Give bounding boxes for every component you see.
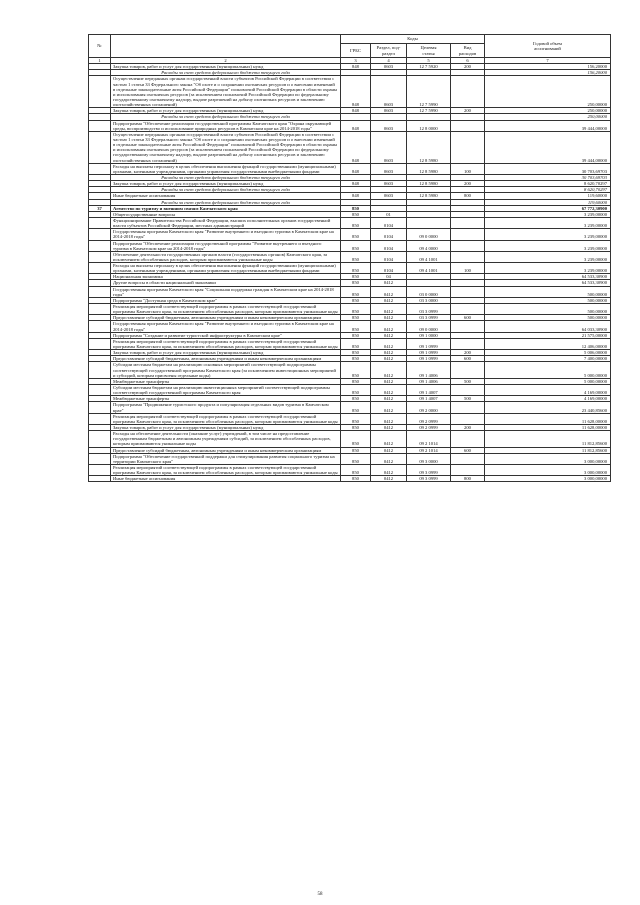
row-section: 0603	[371, 108, 407, 114]
row-name: Другие вопросы в области национальной экономики	[111, 280, 341, 286]
row-grbs: 850	[341, 378, 371, 384]
row-amount: 119,60000	[485, 199, 611, 205]
row-name: Государственная программа Камчатского края "Развитие внутреннего и въездного туризма в Камчатском крае на 2014-2018 годы"	[111, 229, 341, 240]
row-expense	[451, 321, 485, 332]
row-name: Предоставление субсидий бюджетным, автономным учреждениям и иным некоммерческим организациям	[111, 356, 341, 362]
row-grbs: 848	[341, 131, 371, 163]
row-grbs: 848	[341, 64, 371, 70]
row-name: Реализация мероприятий соответствующей подпрограммы в рамках соответствующей государственной программы Камчатского края, за исключением обособленных расходов, которым присваиваются уникальные коды	[111, 338, 341, 349]
row-amount: 5 000,00000	[485, 378, 611, 384]
header-num: №	[89, 35, 111, 58]
row-target: 12 8 5980	[407, 131, 451, 163]
row-num	[89, 286, 111, 297]
row-grbs: 850	[341, 286, 371, 297]
row-amount: 4 169,00000	[485, 385, 611, 396]
row-num	[89, 476, 111, 482]
row-grbs: 850	[341, 240, 371, 251]
row-target: 09 1 4006	[407, 378, 451, 384]
header-grbs: ГРБС	[341, 44, 371, 58]
table-row	[89, 304, 611, 315]
row-num	[89, 431, 111, 447]
row-grbs: 850	[341, 476, 371, 482]
row-expense: 800	[451, 476, 485, 482]
row-amount: 156,20000	[485, 64, 611, 70]
row-name: Подпрограмма "Создание и развитие туристской инфраструктуры в Камчатском крае"	[111, 332, 341, 338]
row-name: Государственная программа Камчатского края "Социальная поддержка граждан в Камчатском крае на 2014-2018 годы"	[111, 286, 341, 297]
row-target: 12 7 5920	[407, 64, 451, 70]
row-expense	[451, 76, 485, 108]
row-expense	[451, 251, 485, 262]
row-grbs: 850	[341, 304, 371, 315]
table-row	[89, 431, 611, 447]
row-section: 0603	[371, 120, 407, 131]
row-target: 12 8 5980	[407, 163, 451, 174]
row-expense	[451, 229, 485, 240]
row-name: Обеспечение деятельности государственных органов власти (государственных органов) Камчатского края, за исключением обособленных расходов, которым присваиваются уникальные коды	[111, 251, 341, 262]
row-grbs: 850	[341, 402, 371, 413]
row-num	[89, 402, 111, 413]
row-amount: 3 000,00000	[485, 464, 611, 475]
table-row	[89, 476, 611, 482]
table-row	[89, 263, 611, 274]
row-grbs: 850	[341, 413, 371, 424]
budget-table	[88, 34, 611, 482]
row-target: 03 3 0999	[407, 315, 451, 321]
row-target: 09 4 0000	[407, 240, 451, 251]
row-section: 0603	[371, 76, 407, 108]
table-row	[89, 131, 611, 163]
header-name-blank	[111, 35, 341, 58]
row-amount: 11 812,85600	[485, 447, 611, 453]
row-section: 0412	[371, 286, 407, 297]
row-amount: 30 703,69703	[485, 163, 611, 174]
row-section: 0603	[371, 131, 407, 163]
row-num	[89, 304, 111, 315]
row-name: Предоставление субсидий бюджетным, автономным учреждениям и иным некоммерческим организациям	[111, 315, 341, 321]
table-body	[89, 64, 611, 482]
row-num	[89, 229, 111, 240]
row-expense: 100	[451, 163, 485, 174]
table-row	[89, 217, 611, 228]
row-amount: 39 444,00000	[485, 120, 611, 131]
row-grbs: 848	[341, 163, 371, 174]
table-row	[89, 229, 611, 240]
row-name: Межбюджетные трансферты	[111, 378, 341, 384]
row-amount: 67 772,30900	[485, 205, 611, 211]
row-name: Расходы на обеспечение деятельности (оказание услуг) учреждений, в том числе на предоставление государственным бюджетным и автономным учреждениям субсидий, за исключением обособленных расходов, которым присваиваются уникальные коды	[111, 431, 341, 447]
row-name: Осуществление переданных органам государственной власти субъектов Российской Федерации в соответствии с частью 1 статьи 33 Федерального закона "Об охоте и о сохранении охотничьих ресурсов и о внесении изменений в отдельные законодательные акты Российской Федерации" полномочий Российской Федерации в области охраны и использования охотничьих ресурсов (за исключением полномочий Российской Федерации по федеральному государственному охотничьему надзору, выдаче разрешений на добычу охотничьих ресурсов и заключению охотхозяйственных соглашений)	[111, 76, 341, 108]
row-section: 0412	[371, 321, 407, 332]
row-num	[89, 453, 111, 464]
row-name: Реализация мероприятий соответствующей подпрограммы в рамках соответствующей государственной программы Камчатского края, за исключением обособленных расходов, которым присваиваются уникальные коды	[111, 464, 341, 475]
row-expense	[451, 413, 485, 424]
header-index: 4	[371, 58, 407, 64]
row-section: 0104	[371, 217, 407, 228]
row-name: Расходы на выплаты персоналу в целях обеспечения выполнения функций государственными (муниципальными) органами, казенными учреждениями, органами управления государственными внебюджетными фондами	[111, 263, 341, 274]
row-name: Субсидии местным бюджетам на реализацию инвестиционных мероприятий соответствующей подпрограммы соответствующей государственной программы Камчатского края	[111, 385, 341, 396]
row-grbs: 850	[341, 280, 371, 286]
row-grbs: 850	[341, 431, 371, 447]
row-target: 09 1 4007	[407, 385, 451, 396]
table-row	[89, 240, 611, 251]
row-amount: 250,00000	[485, 114, 611, 120]
row-target: 03 3 0999	[407, 304, 451, 315]
row-amount: 39 444,00000	[485, 131, 611, 163]
row-section: 0412	[371, 378, 407, 384]
row-target: 12 7 5990	[407, 108, 451, 114]
row-name: Агентство по туризму и внешним связям Камчатского края	[111, 205, 341, 211]
row-grbs: 848	[341, 120, 371, 131]
table-row	[89, 120, 611, 131]
row-section: 0412	[371, 304, 407, 315]
row-amount: 500,00000	[485, 297, 611, 303]
row-expense	[451, 362, 485, 378]
row-section: 0412	[371, 332, 407, 338]
row-section: 01	[371, 211, 407, 217]
row-amount: 3 239,00000	[485, 211, 611, 217]
row-section: 0412	[371, 413, 407, 424]
row-num	[89, 362, 111, 378]
row-name: Подпрограмма "Продвижение туристского продукта и популяризация отдельных видов туризма в Камчатском крае"	[111, 402, 341, 413]
row-amount: 8 620,70297	[485, 187, 611, 193]
row-section: 0412	[371, 431, 407, 447]
row-num	[89, 163, 111, 174]
row-name: Реализация мероприятий соответствующей подпрограммы в рамках соответствующей государственной программы Камчатского края, за исключением обособленных расходов, которым присваиваются уникальные коды	[111, 304, 341, 315]
row-num	[89, 131, 111, 163]
row-amount: 3 000,00000	[485, 453, 611, 464]
row-expense	[451, 464, 485, 475]
header-section: Раздел, под- раздел	[371, 44, 407, 58]
row-grbs: 850	[341, 338, 371, 349]
row-expense	[451, 385, 485, 396]
row-name: Общегосударственные вопросы	[111, 211, 341, 217]
row-section: 0603	[371, 64, 407, 70]
table-row	[89, 251, 611, 262]
row-amount: 5 006,00000	[485, 350, 611, 356]
row-target: 09 4 1001	[407, 263, 451, 274]
row-name: Реализация мероприятий соответствующей подпрограммы в рамках соответствующей государственной программы Камчатского края, за исключением обособленных расходов, которым присваиваются уникальные коды	[111, 413, 341, 424]
row-amount: 11 628,00000	[485, 413, 611, 424]
row-grbs: 850	[341, 362, 371, 378]
row-amount: 30 703,69703	[485, 174, 611, 180]
row-section: 0603	[371, 163, 407, 174]
row-expense: 100	[451, 263, 485, 274]
row-target: 09 3 0000	[407, 453, 451, 464]
row-name: Осуществление переданных органам государственной власти субъектов Российской Федерации в соответствии с частью 1 статьи 33 Федерального закона "Об охоте и о сохранении охотничьих ресурсов и о внесении изменений в отдельные законодательные акты Российской Федерации" полномочий Российской Федерации в области охраны и использования охотничьих ресурсов (за исключением полномочий Российской Федерации по федеральному государственному охотничьему надзору, выдаче разрешений на добычу охотничьих ресурсов и заключению охотхозяйственных соглашений)	[111, 131, 341, 163]
row-target: 03 3 0000	[407, 297, 451, 303]
header-index: 3	[341, 58, 371, 64]
row-target: 09 3 0999	[407, 476, 451, 482]
row-name: Расходы на выплаты персоналу в целях обеспечения выполнения функций государственными (муниципальными) органами, казенными учреждениями, органами управления государственными внебюджетными фондами	[111, 163, 341, 174]
row-expense	[451, 240, 485, 251]
table-row	[89, 464, 611, 475]
row-grbs: 850	[341, 425, 371, 431]
row-expense	[451, 338, 485, 349]
row-target	[407, 217, 451, 228]
page-number: 58	[317, 892, 323, 897]
header-index: 7	[485, 58, 611, 64]
row-section: 0104	[371, 240, 407, 251]
row-grbs: 850	[341, 396, 371, 402]
row-target: 09 1 0999	[407, 356, 451, 362]
row-expense	[451, 453, 485, 464]
row-expense: 200	[451, 108, 485, 114]
row-section: 0104	[371, 251, 407, 262]
row-target: 09 2 0999	[407, 413, 451, 424]
row-target: 09 0 0000	[407, 229, 451, 240]
row-num	[89, 76, 111, 108]
header-expense: Вид расходов	[451, 44, 485, 58]
row-target: 12 7 5990	[407, 76, 451, 108]
row-expense: 600	[451, 315, 485, 321]
row-target: 09 1 0999	[407, 338, 451, 349]
row-section: 0412	[371, 396, 407, 402]
row-section: 0412	[371, 297, 407, 303]
row-name: Закупка товаров, работ и услуг для государственных (муниципальных) нужд	[111, 64, 341, 70]
row-name: Государственная программа Камчатского края "Развитие внутреннего и въездного туризма в Камчатском крае на 2014-2018 годы"	[111, 321, 341, 332]
row-num	[89, 217, 111, 228]
row-target: 09 1 4007	[407, 396, 451, 402]
row-amount: 156,20000	[485, 70, 611, 76]
row-num	[89, 263, 111, 274]
header-index: 2	[111, 58, 341, 64]
row-target: 12 8 5980	[407, 181, 451, 187]
row-amount: 4 169,00000	[485, 396, 611, 402]
table-row	[89, 453, 611, 464]
row-expense	[451, 431, 485, 447]
row-target: 09 2 1014	[407, 431, 451, 447]
row-grbs: 850	[341, 229, 371, 240]
header-target: Целевая статья	[407, 44, 451, 58]
row-expense	[451, 304, 485, 315]
row-amount: 64 533,30900	[485, 274, 611, 280]
row-name: Функционирование Правительства Российской Федерации, высших исполнительных органов государственной власти субъектов Российской Федерации, местных администраций	[111, 217, 341, 228]
table-row	[89, 286, 611, 297]
table-row	[89, 321, 611, 332]
row-num	[89, 251, 111, 262]
row-grbs: 850	[341, 385, 371, 396]
row-name: Расходы за счет средств федерального бюджета текущего года	[111, 199, 341, 205]
row-target: 09 1 4006	[407, 362, 451, 378]
row-name: Расходы за счет средств федерального бюджета текущего года	[111, 114, 341, 120]
row-num	[89, 385, 111, 396]
row-amount: 64 533,30900	[485, 280, 611, 286]
row-num: 37	[89, 205, 111, 211]
row-grbs: 850	[341, 321, 371, 332]
row-target: 09 0 0000	[407, 321, 451, 332]
row-target: 09 2 0000	[407, 402, 451, 413]
row-name: Подпрограмма "Обеспечение государственной поддержки для стимулирования развития социального туризма на территории Камчатского края"	[111, 453, 341, 464]
row-amount: 7 400,00000	[485, 356, 611, 362]
row-amount: 11 812,85600	[485, 431, 611, 447]
row-target: 09 2 1014	[407, 447, 451, 453]
header-index: 6	[451, 58, 485, 64]
table-header	[89, 35, 611, 64]
row-section: 0104	[371, 263, 407, 274]
row-grbs: 850	[341, 315, 371, 321]
row-grbs: 850	[341, 217, 371, 228]
table-row	[89, 76, 611, 108]
row-grbs: 850	[341, 263, 371, 274]
row-grbs: 850	[341, 350, 371, 356]
row-expense	[451, 286, 485, 297]
row-expense: 800	[451, 193, 485, 199]
header-index: 5	[407, 58, 451, 64]
row-name: Предоставление субсидий бюджетным, автономным учреждениям и иным некоммерческим организациям	[111, 447, 341, 453]
row-grbs: 850	[341, 453, 371, 464]
row-name: Субсидии местным бюджетам на реализацию основных мероприятий соответствующей подпрограммы соответствующей государственной программы Камчатского края (за исключением инвестиционных мероприятий и субсидий, которым присвоены отдельные коды)	[111, 362, 341, 378]
row-expense	[451, 217, 485, 228]
table-row	[89, 385, 611, 396]
row-amount: 5 000,00000	[485, 362, 611, 378]
row-num	[89, 338, 111, 349]
row-amount: 119,60000	[485, 193, 611, 199]
row-name: Иные бюджетные ассигнования	[111, 193, 341, 199]
row-section: 0412	[371, 447, 407, 453]
row-name: Расходы за счет средств федерального бюджета текущего года	[111, 70, 341, 76]
row-name: Расходы за счет средств федерального бюджета текущего года	[111, 174, 341, 180]
row-grbs: 848	[341, 76, 371, 108]
row-expense	[451, 402, 485, 413]
row-section: 0412	[371, 464, 407, 475]
row-expense: 200	[451, 181, 485, 187]
row-name: Подпрограмма "Обеспечение реализации государственной программы "Развитие внутреннего и въездного туризма в Камчатском крае на 2014-2018 годы"	[111, 240, 341, 251]
row-amount: 3 239,00000	[485, 263, 611, 274]
row-expense: 600	[451, 447, 485, 453]
row-grbs: 850	[341, 332, 371, 338]
row-target: 09 1 0999	[407, 350, 451, 356]
row-num	[89, 464, 111, 475]
row-grbs: 850	[341, 356, 371, 362]
table-row	[89, 338, 611, 349]
row-num	[89, 240, 111, 251]
row-section: 0412	[371, 385, 407, 396]
row-section: 0412	[371, 338, 407, 349]
row-target: 12 8 5980	[407, 193, 451, 199]
row-amount: 500,00000	[485, 304, 611, 315]
row-amount: 11 628,00000	[485, 425, 611, 431]
row-amount: 64 033,30900	[485, 321, 611, 332]
row-name: Закупка товаров, работ и услуг для государственных (муниципальных) нужд	[111, 350, 341, 356]
row-section: 0412	[371, 476, 407, 482]
row-grbs: 850	[341, 211, 371, 217]
row-amount: 23 440,85600	[485, 402, 611, 413]
row-amount: 12 406,00000	[485, 338, 611, 349]
row-target: 09 4 1001	[407, 251, 451, 262]
row-section: 0412	[371, 356, 407, 362]
row-section: 0104	[371, 229, 407, 240]
row-grbs: 848	[341, 193, 371, 199]
row-name: Расходы за счет средств федерального бюджета текущего года	[111, 187, 341, 193]
row-section: 0603	[371, 181, 407, 187]
row-num	[89, 413, 111, 424]
row-amount: 3 239,00000	[485, 217, 611, 228]
row-name: Национальная экономика	[111, 274, 341, 280]
row-name: Закупка товаров, работ и услуг для государственных (муниципальных) нужд	[111, 425, 341, 431]
row-expense: 200	[451, 64, 485, 70]
row-section: 0412	[371, 425, 407, 431]
row-name: Межбюджетные трансферты	[111, 396, 341, 402]
row-target: 12 8 0000	[407, 120, 451, 131]
row-grbs: 850	[341, 251, 371, 262]
row-amount: 250,00000	[485, 76, 611, 108]
row-grbs: 850	[341, 274, 371, 280]
row-section: 0412	[371, 453, 407, 464]
row-name: Подпрограмма "Обеспечение реализации государственной программы Камчатского края "Охрана окружающей среды, воспроизводство и использование природных ресурсов в Камчатском крае на 2014-2018 годы"	[111, 120, 341, 131]
row-amount: 21 575,00000	[485, 332, 611, 338]
row-name: Подпрограмма "Доступная среда в Камчатском крае"	[111, 297, 341, 303]
row-grbs: 848	[341, 181, 371, 187]
row-expense: 500	[451, 396, 485, 402]
row-grbs: 850	[341, 464, 371, 475]
row-amount: 3 239,00000	[485, 240, 611, 251]
row-grbs: 848	[341, 108, 371, 114]
row-amount: 500,00000	[485, 286, 611, 297]
row-amount: 500,00000	[485, 315, 611, 321]
table-row	[89, 413, 611, 424]
row-name: Иные бюджетные ассигнования	[111, 476, 341, 482]
row-section: 0412	[371, 280, 407, 286]
row-amount: 3 000,00000	[485, 476, 611, 482]
row-num	[89, 120, 111, 131]
row-grbs: 850	[341, 205, 371, 211]
header-codes: Коды	[341, 35, 485, 44]
row-name: Закупка товаров, работ и услуг для государственных (муниципальных) нужд	[111, 181, 341, 187]
row-section: 0412	[371, 350, 407, 356]
row-target: 09 2 0999	[407, 425, 451, 431]
table-row	[89, 362, 611, 378]
row-expense	[451, 120, 485, 131]
row-amount: 3 239,00000	[485, 229, 611, 240]
row-expense: 200	[451, 350, 485, 356]
row-amount: 3 239,00000	[485, 251, 611, 262]
row-amount: 8 620,70297	[485, 181, 611, 187]
row-section: 0412	[371, 362, 407, 378]
header-amount: Годовой объем ассигнований	[485, 35, 611, 58]
row-target: 09 3 0999	[407, 464, 451, 475]
budget-sheet	[88, 34, 610, 482]
row-expense	[451, 131, 485, 163]
row-amount: 250,00000	[485, 108, 611, 114]
row-section: 0412	[371, 402, 407, 413]
row-section: 04	[371, 274, 407, 280]
row-num	[89, 321, 111, 332]
row-target: 09 1 0000	[407, 332, 451, 338]
row-section: 0603	[371, 193, 407, 199]
row-expense: 200	[451, 425, 485, 431]
row-grbs: 850	[341, 447, 371, 453]
row-target: 03 0 0000	[407, 286, 451, 297]
row-grbs: 850	[341, 297, 371, 303]
row-section: 0412	[371, 315, 407, 321]
table-row	[89, 163, 611, 174]
row-expense: 600	[451, 356, 485, 362]
row-expense: 500	[451, 378, 485, 384]
row-name: Закупка товаров, работ и услуг для государственных (муниципальных) нужд	[111, 108, 341, 114]
table-row	[89, 402, 611, 413]
header-index: 1	[89, 58, 111, 64]
